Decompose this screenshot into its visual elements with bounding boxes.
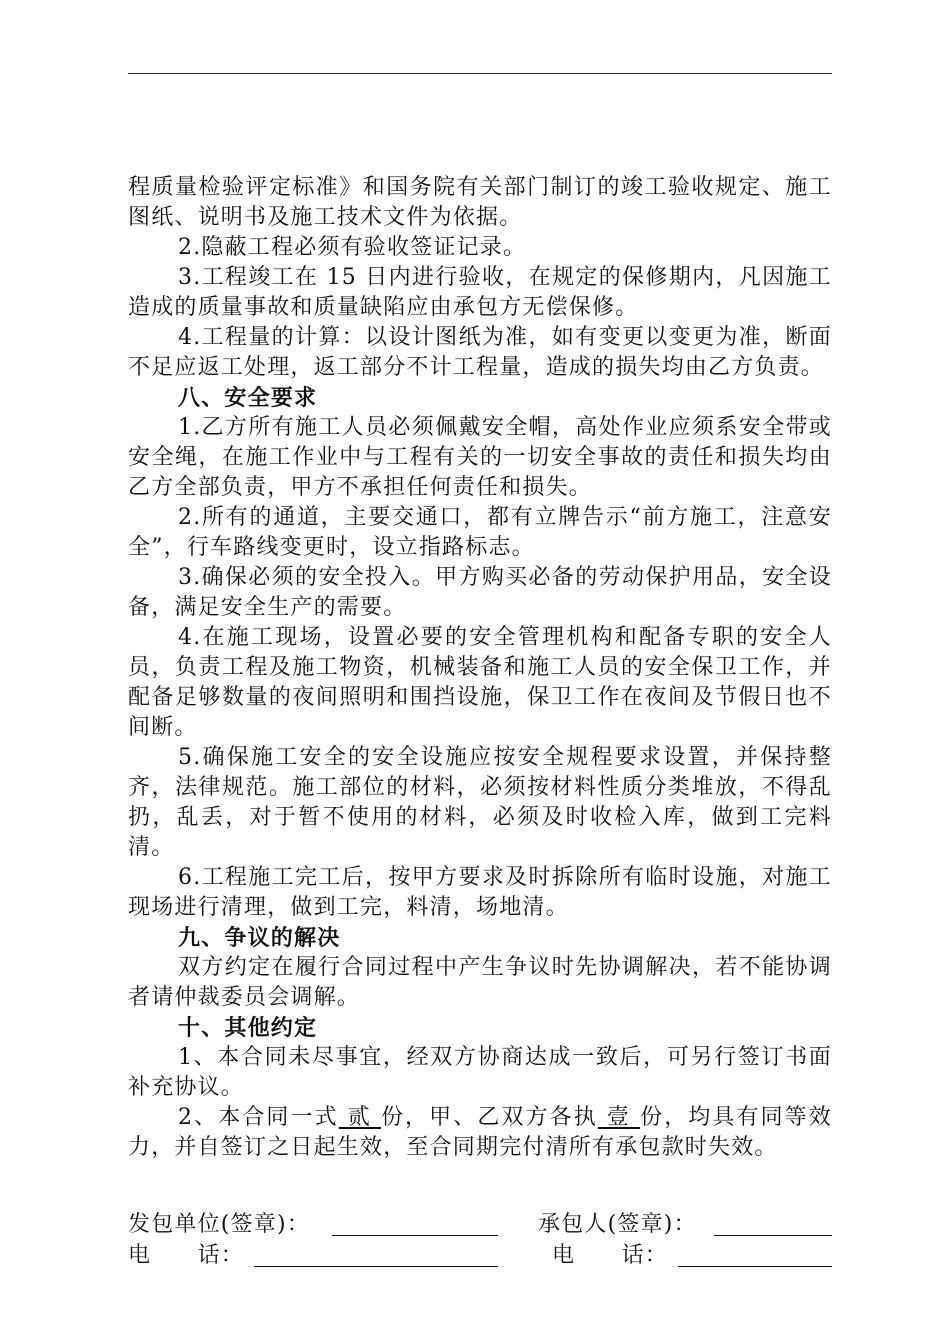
paragraph-safety-1: 1.乙方所有施工人员必须佩戴安全帽，高处作业应须系安全带或安全绳，在施工作业中与工程有关的一切安全事故的责任和损失均由乙方全部负责，甲方不承担任何责任和损失。: [128, 415, 832, 500]
copies-text-b: 份，甲、乙双方各执: [380, 1105, 598, 1130]
phone-a-line: [254, 1266, 498, 1267]
paragraph-safety-2: 2.所有的通道，主要交通口，都有立牌告示“前方施工，注意安全”，行车路线变更时，设立指路标志。: [128, 505, 832, 560]
paragraph-safety-5: 5.确保施工安全的安全设施应按安全规程要求设置，并保持整齐，法律规范。施工部位的材料，必须按材料性质分类堆放，不得乱扔，乱丢，对于暂不使用的材料，必须及时收检入库，做到工完料清。: [128, 745, 832, 860]
copies-each: 壹: [597, 1105, 641, 1130]
signature-row-phones: [128, 1241, 832, 1271]
phone-a-label: 电 话：: [128, 1243, 245, 1268]
paragraph-other-1: 1、本合同未尽事宜，经双方协商达成一致后，可另行签订书面补充协议。: [128, 1045, 832, 1100]
copies-total: 贰: [338, 1105, 381, 1130]
contract-body: [128, 173, 832, 1163]
header-rule: [128, 73, 832, 74]
paragraph-dispute: 双方约定在履行合同过程中产生争议时先协调解决，若不能协调者请仲裁委员会调解。: [128, 955, 832, 1010]
party-a-label: 发包单位(签章)：: [128, 1212, 310, 1237]
section-heading-dispute: 九、争议的解决: [178, 925, 341, 951]
phone-b-line: [678, 1266, 832, 1267]
paragraph-other-2: [128, 1103, 832, 1163]
section-heading-safety: 八、安全要求: [178, 385, 318, 411]
paragraph-safety-4: 4.在施工现场，设置必要的安全管理机构和配备专职的安全人员，负责工程及施工物资，机械装备和施工人员的安全保卫工作，并配备足够数量的夜间照明和围挡设施，保卫工作在夜间及节假日也不间断。: [128, 625, 832, 740]
paragraph-acceptance: 3.工程竣工在 15 日内进行验收，在规定的保修期内，凡因施工造成的质量事故和质量缺陷应由承包方无偿保修。: [128, 265, 832, 320]
party-b-label: 承包人(签章)：: [538, 1212, 697, 1237]
copies-text-a: 2、本合同一式: [178, 1105, 339, 1130]
signature-row-parties: [128, 1210, 832, 1240]
party-a-signature-line: [332, 1235, 498, 1236]
copies-text-c: 份，均具有同等效力，并自签订之日起生效，至合同期完付清所有承包款时失效。: [128, 1105, 832, 1160]
paragraph-quantity: 4.工程量的计算：以设计图纸为准，如有变更以变更为准，断面不足应返工处理，返工部分不计工程量，造成的损失均由乙方负责。: [128, 325, 832, 380]
section-heading-other: 十、其他约定: [178, 1015, 318, 1041]
party-b-signature-line: [714, 1235, 832, 1236]
paragraph-quality-basis: 程质量检验评定标准》和国务院有关部门制订的竣工验收规定、施工图纸、说明书及施工技术文件为依据。: [128, 175, 832, 230]
paragraph-safety-3: 3.确保必须的安全投入。甲方购买必备的劳动保护用品，安全设备，满足安全生产的需要。: [128, 565, 832, 620]
phone-b-label: 电 话：: [552, 1243, 669, 1268]
paragraph-safety-6: 6.工程施工完工后，按甲方要求及时拆除所有临时设施，对施工现场进行清理，做到工完，料清，场地清。: [128, 865, 832, 920]
paragraph-hidden-works: 2.隐蔽工程必须有验收签证记录。: [178, 235, 527, 260]
